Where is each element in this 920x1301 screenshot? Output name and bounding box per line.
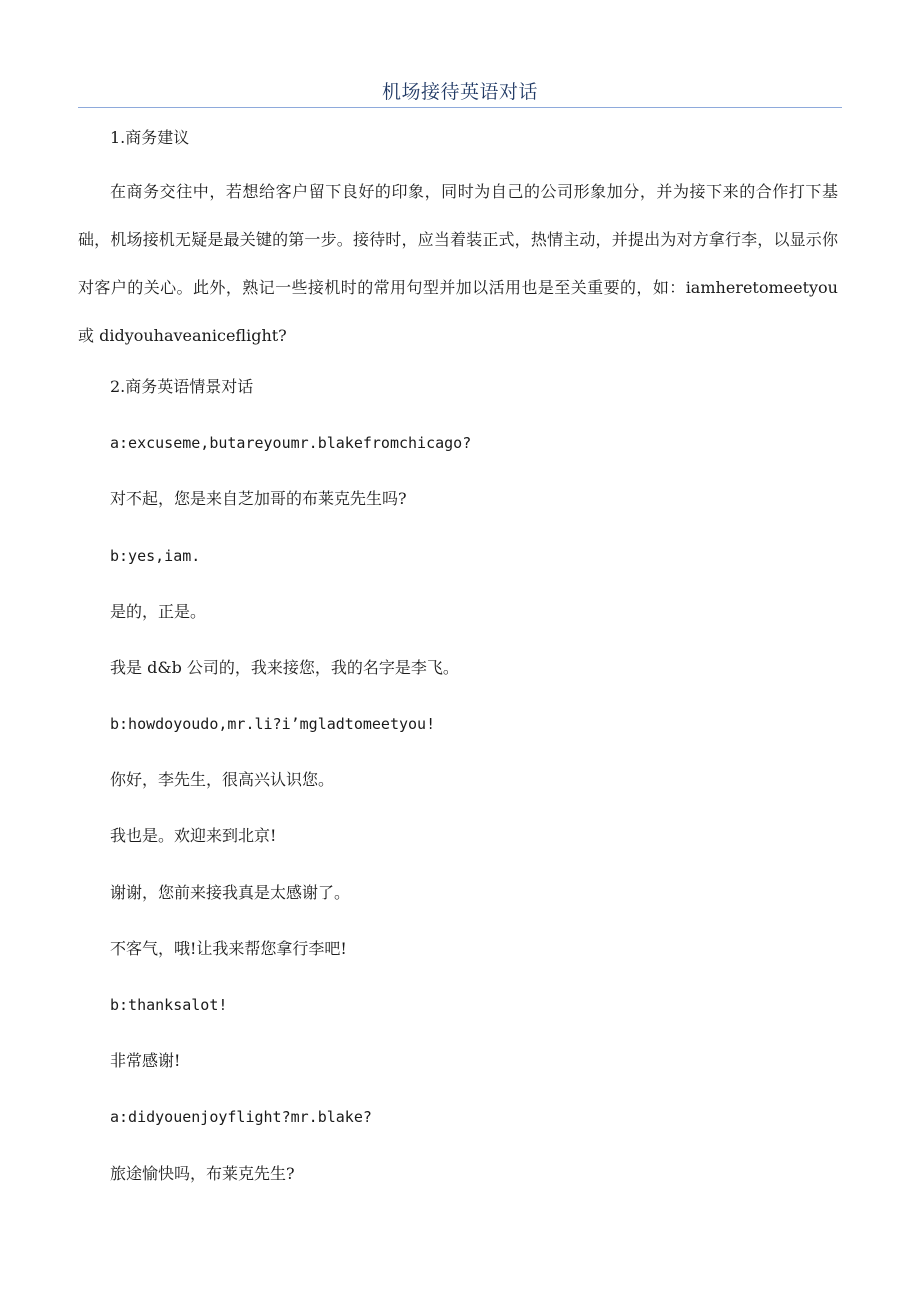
dialogue-line: b:yes,iam. [110,547,201,565]
title-divider [78,107,842,108]
dialogue-line: 对不起，您是来自芝加哥的布莱克先生吗? [110,489,407,508]
document-title: 机场接待英语对话 [381,81,538,103]
dialogue-line: 我也是。欢迎来到北京! [110,826,277,845]
dialogue-line: 旅途愉快吗，布莱克先生? [110,1164,295,1183]
dialogue-line: a:didyouenjoyflight?mr.blake? [110,1108,372,1126]
dialogue-line: 非常感谢! [110,1051,181,1070]
dialogue-line: a:excuseme,butareyoumr.blakefromchicago? [110,434,472,452]
dialogue-line: 谢谢，您前来接我真是太感谢了。 [110,883,351,902]
dialogue-line: b:howdoyoudo,mr.li?i’mgladtomeetyou! [110,715,436,733]
dialogue-line: 你好，李先生，很高兴认识您。 [110,770,335,789]
dialogue-line: 是的，正是。 [110,602,207,621]
section-heading-dialogue: 2.商务英语情景对话 [110,377,254,396]
business-advice-paragraph: 在商务交往中，若想给客户留下良好的印象，同时为自己的公司形象加分，并为接下来的合作打下基础，机场接机无疑是最关键的第一步。接待时，应当着装正式，热情主动，并提出为对方拿行李，以显示你对客户的关心。此外，熟记一些接机时的常用句型并加以活用也是至关重要的，如：iamheretomeetyou 或 didyouhaveaniceflight? [78,182,838,345]
dialogue-line: 我是 d&b 公司的，我来接您，我的名字是李飞。 [110,658,459,677]
dialogue-line: b:thanksalot! [110,996,228,1014]
section-heading-business-advice: 1.商务建议 [110,128,190,147]
dialogue-line: 不客气，哦!让我来帮您拿行李吧! [110,939,347,958]
